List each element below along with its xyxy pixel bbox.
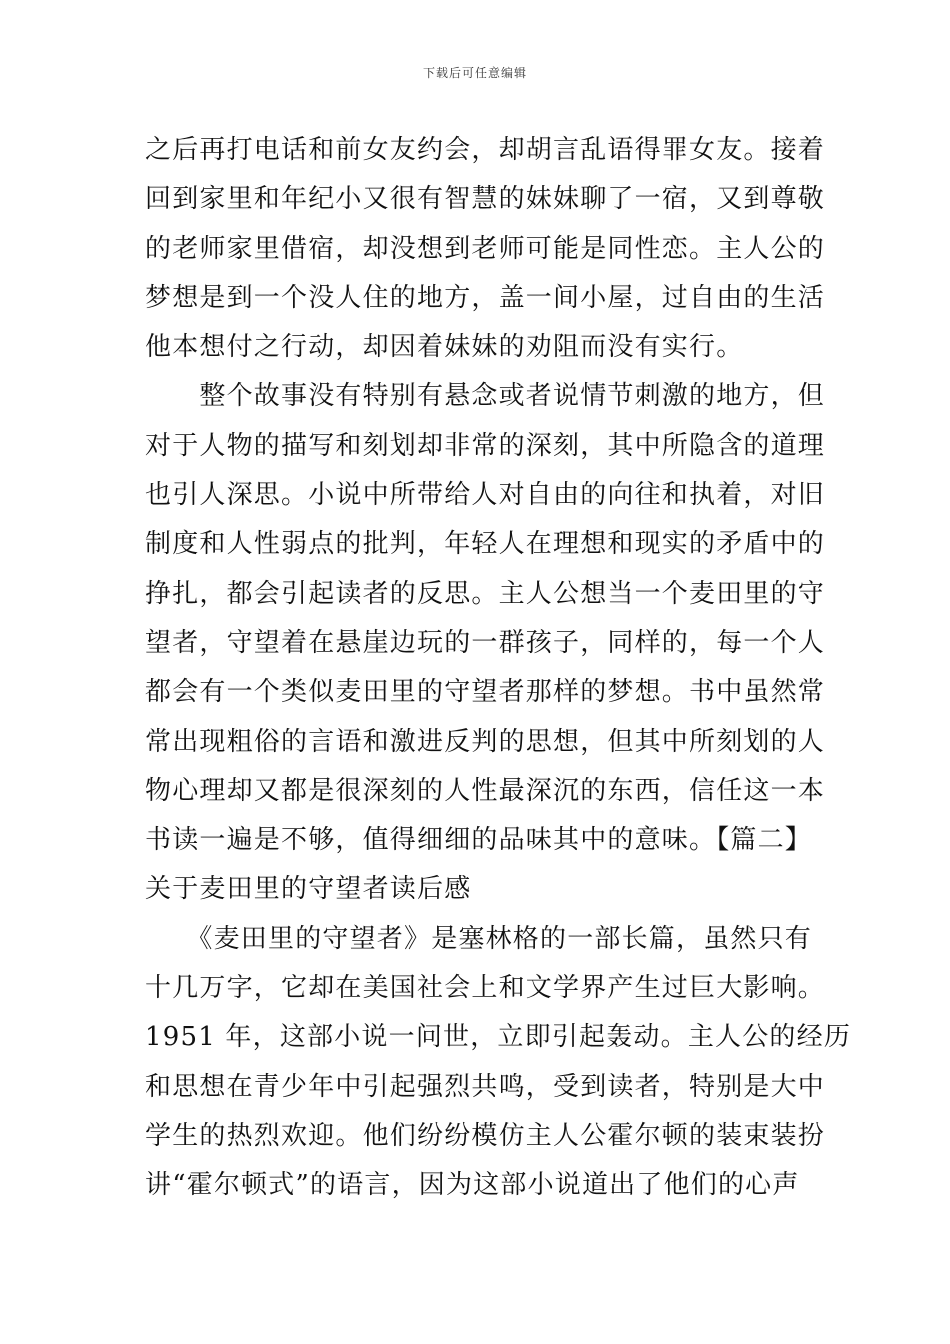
text-line: 也引人深思。小说中所带给人对自由的向往和执着，对旧 <box>145 480 826 511</box>
document-body <box>145 126 852 1211</box>
text-line: 都会有一个类似麦田里的守望者那样的梦想。书中虽然常 <box>145 677 826 708</box>
text-line: 讲“霍尔顿式”的语言，因为这部小说道出了他们的心声 <box>145 1170 800 1201</box>
text-line: 十几万字，它却在美国社会上和文学界产生过巨大影响。 <box>145 973 826 1004</box>
text-line: 书读一遍是不够，值得细细的品味其中的意味。【篇二】 <box>145 825 813 856</box>
text-line: 对于人物的描写和刻划却非常的深刻，其中所隐含的道理 <box>145 430 826 461</box>
text-line: 物心理却又都是很深刻的人性最深沉的东西，信任这一本 <box>145 775 826 806</box>
text-line: 常出现粗俗的言语和激进反判的思想，但其中所刻划的人 <box>145 726 826 757</box>
text-line: 他本想付之行动，却因着妹妹的劝阻而没有实行。 <box>145 332 744 363</box>
text-line: 的老师家里借宿，却没想到老师可能是同性恋。主人公的 <box>145 233 826 264</box>
text-line: 梦想是到一个没人住的地方，盖一间小屋，过自由的生活 <box>145 282 826 313</box>
text-line: 《麦田里的守望者》是塞林格的一部长篇，虽然只有 <box>145 923 813 954</box>
text-line: 之后再打电话和前女友约会，却胡言乱语得罪女友。接着 <box>145 135 826 165</box>
text-line: 制度和人性弱点的批判，年轻人在理想和现实的矛盾中的 <box>145 529 826 560</box>
text-line: 整个故事没有特别有悬念或者说情节刺激的地方，但 <box>145 381 826 412</box>
text-line: 挣扎，都会引起读者的反思。主人公想当一个麦田里的守 <box>145 578 826 609</box>
text-line: 1951 年，这部小说一问世，立即引起轰动。主人公的经历 <box>145 1022 852 1053</box>
text-line: 学生的热烈欢迎。他们纷纷模仿主人公霍尔顿的装束装扮 <box>145 1120 826 1151</box>
text-line: 和思想在青少年中引起强烈共鸣，受到读者，特别是大中 <box>145 1071 826 1102</box>
text-line: 望者，守望着在悬崖边玩的一群孩子，同样的，每一个人 <box>145 627 826 658</box>
text-line: 回到家里和年纪小又很有智慧的妹妹聊了一宿，又到尊敬 <box>145 184 826 215</box>
header-note: 下载后可任意编辑 <box>422 66 527 80</box>
section-heading-line: 关于麦田里的守望者读后感 <box>145 874 472 905</box>
